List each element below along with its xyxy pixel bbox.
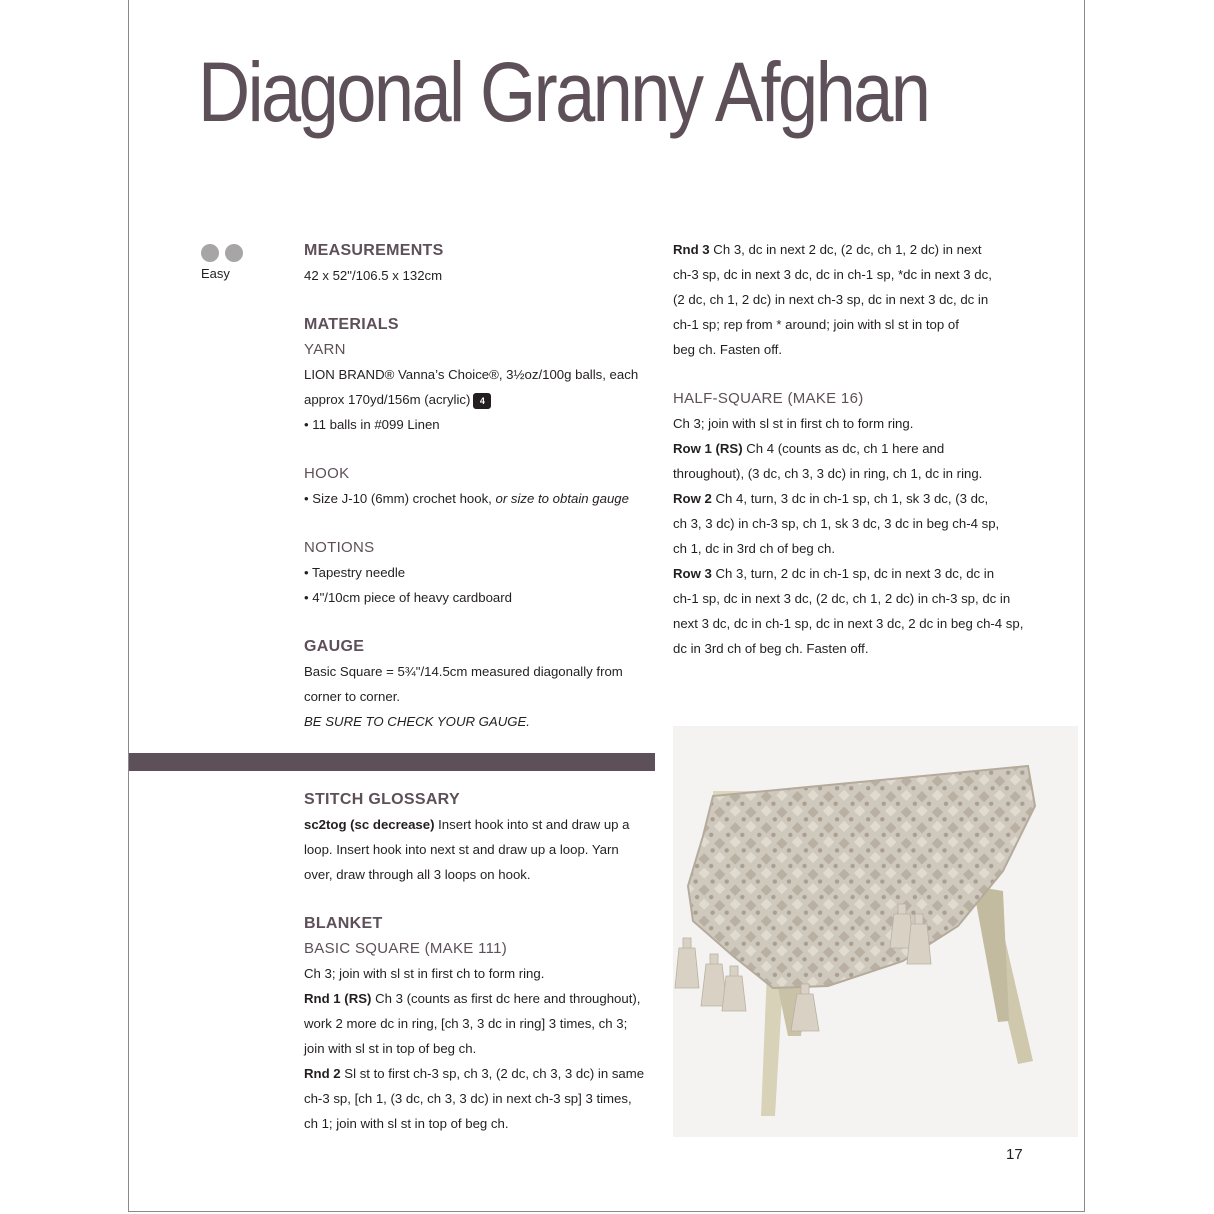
notions-heading: NOTIONS (304, 539, 375, 556)
row-text: Ch 3, turn, 2 dc in ch-1 sp, dc in next 3 dc, dc in (711, 566, 995, 581)
glossary-line (304, 812, 664, 837)
measurements-heading: MEASUREMENTS (304, 242, 444, 259)
page-title: Diagonal Granny Afghan (198, 45, 929, 139)
round-label: Rnd 2 (304, 1066, 341, 1081)
half-square-heading: HALF-SQUARE (MAKE 16) (673, 390, 864, 407)
instruction-line: ch 3, 3 dc) in ch-3 sp, ch 1, sk 3 dc, 3 dc in beg ch-4 sp, (673, 516, 1000, 531)
row-text: Ch 4, turn, 3 dc in ch-1 sp, ch 1, sk 3 dc, (3 dc, (711, 491, 989, 506)
glossary-text: Insert hook into st and draw up a (434, 817, 630, 832)
gauge-heading: GAUGE (304, 638, 365, 655)
measurements-value: 42 x 52"/106.5 x 132cm (304, 268, 443, 283)
gauge-line: corner to corner. (304, 689, 401, 704)
instruction-line: ch 1, dc in 3rd ch of beg ch. (673, 541, 836, 556)
round-text: Ch 3 (counts as first dc here and throughout), (371, 991, 641, 1006)
instruction-line: join with sl st in top of beg ch. (304, 1041, 477, 1056)
hook-text: • Size J-10 (6mm) crochet hook, (304, 491, 496, 506)
blanket-heading: BLANKET (304, 915, 383, 932)
instruction-line: beg ch. Fasten off. (673, 342, 782, 357)
page-number: 17 (1006, 1146, 1023, 1163)
glossary-heading: STITCH GLOSSARY (304, 791, 460, 808)
instruction-line: Ch 3; join with sl st in first ch to form ring. (673, 416, 914, 431)
left-column-top (304, 238, 654, 734)
basic-square-heading: BASIC SQUARE (MAKE 111) (304, 940, 508, 957)
yarn-line (304, 387, 654, 412)
skill-level-label: Easy (201, 266, 230, 281)
instruction-line: Ch 3; join with sl st in first ch to form ring. (304, 966, 545, 981)
instruction-line: ch 1; join with sl st in top of beg ch. (304, 1116, 509, 1131)
notion-item: • Tapestry needle (304, 565, 406, 580)
instruction-line (304, 986, 664, 1011)
instruction-line: next 3 dc, dc in ch-1 sp, dc in next 3 dc, 2 dc in beg ch-4 sp, (673, 616, 1024, 631)
left-column-bottom (304, 787, 664, 1136)
round-text: Ch 3, dc in next 2 dc, (2 dc, ch 1, 2 dc) in next (709, 242, 982, 257)
skill-level-dots (201, 244, 243, 262)
notion-item: • 4"/10cm piece of heavy cardboard (304, 590, 512, 605)
instruction-line: dc in 3rd ch of beg ch. Fasten off. (673, 641, 869, 656)
hook-line (304, 486, 654, 511)
instruction-line: work 2 more dc in ring, [ch 3, 3 dc in ring] 3 times, ch 3; (304, 1016, 628, 1031)
instruction-line (673, 486, 1053, 511)
instruction-line (673, 237, 1053, 262)
hook-italic-text: or size to obtain gauge (495, 491, 629, 506)
instruction-line (673, 561, 1053, 586)
instruction-line: ch-1 sp, dc in next 3 dc, (2 dc, ch 1, 2 dc) in ch-3 sp, dc in (673, 591, 1011, 606)
afghan-on-stool-image (673, 726, 1078, 1137)
yarn-line: LION BRAND® Vanna’s Choice®, 3½oz/100g balls, each (304, 367, 639, 382)
skill-dot-icon (201, 244, 219, 262)
instruction-line: ch-3 sp, [ch 1, (3 dc, ch 3, 3 dc) in next ch-3 sp] 3 times, (304, 1091, 632, 1106)
instruction-line (304, 1061, 664, 1086)
gauge-line: Basic Square = 5¾"/14.5cm measured diagonally from (304, 664, 623, 679)
instruction-line: ch-3 sp, dc in next 3 dc, dc in ch-1 sp, *dc in next 3 dc, (673, 267, 992, 282)
skill-dot-icon (225, 244, 243, 262)
glossary-term: sc2tog (sc decrease) (304, 817, 435, 832)
gauge-note: BE SURE TO CHECK YOUR GAUGE. (304, 714, 530, 729)
afghan-photo (673, 726, 1078, 1137)
round-label: Rnd 1 (RS) (304, 991, 372, 1006)
materials-heading: MATERIALS (304, 316, 399, 333)
hook-heading: HOOK (304, 465, 350, 482)
yarn-line-text: approx 170yd/156m (acrylic) (304, 392, 471, 407)
glossary-line: loop. Insert hook into next st and draw up a loop. Yarn (304, 842, 619, 857)
section-divider-bar (129, 753, 655, 771)
row-label: Row 2 (673, 491, 712, 506)
row-label: Row 3 (673, 566, 712, 581)
round-label: Rnd 3 (673, 242, 710, 257)
row-text: Ch 4 (counts as dc, ch 1 here and (742, 441, 945, 456)
right-column (673, 237, 1053, 661)
round-text: Sl st to first ch-3 sp, ch 3, (2 dc, ch 3, 3 dc) in same (340, 1066, 645, 1081)
instruction-line: (2 dc, ch 1, 2 dc) in next ch-3 sp, dc in next 3 dc, dc in (673, 292, 989, 307)
row-label: Row 1 (RS) (673, 441, 743, 456)
yarn-line: • 11 balls in #099 Linen (304, 417, 440, 432)
instruction-line: throughout), (3 dc, ch 3, 3 dc) in ring, ch 1, dc in ring. (673, 466, 983, 481)
yarn-weight-icon: 4 (473, 393, 491, 409)
instruction-line (673, 436, 1053, 461)
yarn-heading: YARN (304, 341, 346, 358)
instruction-line: ch-1 sp; rep from * around; join with sl st in top of (673, 317, 959, 332)
glossary-line: over, draw through all 3 loops on hook. (304, 867, 531, 882)
